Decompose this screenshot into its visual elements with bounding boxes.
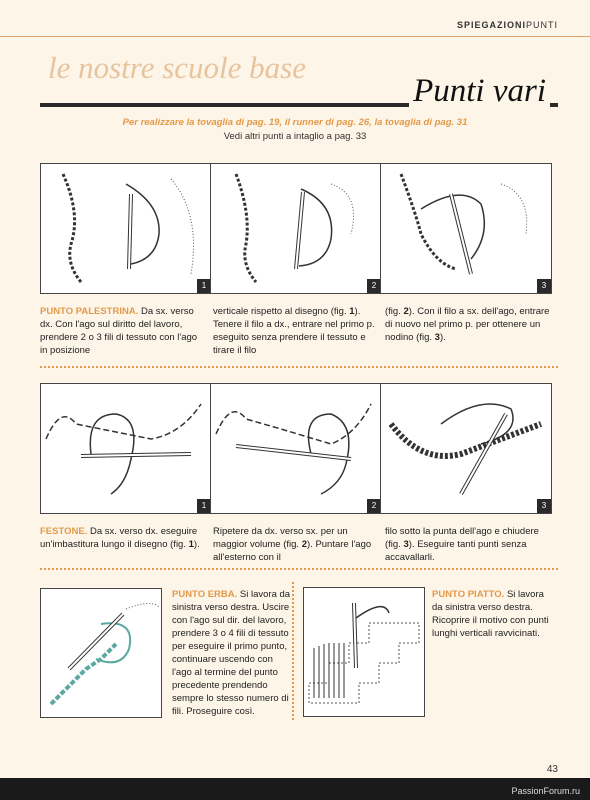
- piatto-figure: [303, 587, 425, 717]
- piatto-text: PUNTO PIATTO. Si lavora da sinistra verso destra. Ricoprire il motivo con punti lunghi verticali ravvicinati.: [432, 589, 549, 639]
- section-header-label: SPIEGAZIONIPUNTI: [456, 20, 558, 30]
- palestrina-illustration-3: [381, 164, 551, 293]
- palestrina-illustration-1: [41, 164, 211, 293]
- figure-number: 2: [367, 279, 381, 293]
- figure-number: 1: [197, 499, 211, 513]
- palestrina-illustration-2: [211, 164, 381, 293]
- section-divider: [40, 366, 558, 368]
- erba-illustration: [41, 589, 161, 717]
- festone-figure-2: [210, 383, 382, 514]
- watermark: PassionForum.ru: [511, 786, 580, 796]
- bottom-bar: [0, 778, 590, 800]
- festone-text-col3: filo sotto la punta dell'ago e chiudere (fig. 3). Eseguire tanti punti senza accavallarli.: [385, 526, 539, 563]
- intro-line-secondary: Vedi altri punti a intaglio a pag. 33: [223, 131, 367, 142]
- erba-figure: [40, 588, 162, 718]
- erba-text: PUNTO ERBA. Si lavora da sinistra verso destra. Uscire con l'ago sul dir. del lavoro, prendere 3 o 4 fili di tessuto per eseguire il primo punto, continuare uscendo con l'ago al termine del punto precedente prendendo sempre lo stesso numero di fili. Proseguire così.: [172, 589, 291, 717]
- festone-figure-1: [40, 383, 212, 514]
- festone-illustration-2: [211, 384, 381, 513]
- figure-number: 3: [537, 279, 551, 293]
- figure-number: 1: [197, 279, 211, 293]
- palestrina-figure-2: [210, 163, 382, 294]
- vertical-divider: [292, 582, 294, 720]
- header-rule: [0, 36, 590, 37]
- section-title: Punti vari: [409, 73, 550, 110]
- section-divider: [40, 568, 558, 570]
- festone-text-col1: FESTONE. Da sx. verso dx. eseguire un'imbastitura lungo il disegno (fig. 1).: [40, 526, 200, 550]
- palestrina-text-col1: PUNTO PALESTRINA. Da sx. verso dx. Con l'ago sul diritto del lavoro, prendere 2 o 3 fili di tessuto con l'ago in posizione: [40, 306, 198, 356]
- palestrina-figure-3: [380, 163, 552, 294]
- festone-illustration-1: [41, 384, 211, 513]
- palestrina-figure-1: [40, 163, 212, 294]
- palestrina-text-col2: verticale rispetto al disegno (fig. 1). Tenere il filo a dx., entrare nel primo p. eseguito senza prendere il tessuto e tirare il filo: [213, 306, 375, 356]
- intro-line: Per realizzare la tovaglia di pag. 19, il runner di pag. 26, la tovaglia di pag. 31: [122, 117, 468, 128]
- page-number: 43: [546, 764, 558, 775]
- piatto-illustration: [304, 588, 424, 716]
- festone-illustration-3: [381, 384, 551, 513]
- festone-text-col2: Ripetere da dx. verso sx. per un maggior volume (fig. 2). Puntare l'ago all'esterno con il: [213, 526, 372, 563]
- series-title: le nostre scuole base: [48, 50, 306, 85]
- figure-number: 3: [537, 499, 551, 513]
- figure-number: 2: [367, 499, 381, 513]
- palestrina-text-col3: (fig. 2). Con il filo a sx. dell'ago, entrare di nuovo nel primo p. per ottenere un nodino (fig. 3).: [385, 306, 550, 343]
- festone-figure-3: [380, 383, 552, 514]
